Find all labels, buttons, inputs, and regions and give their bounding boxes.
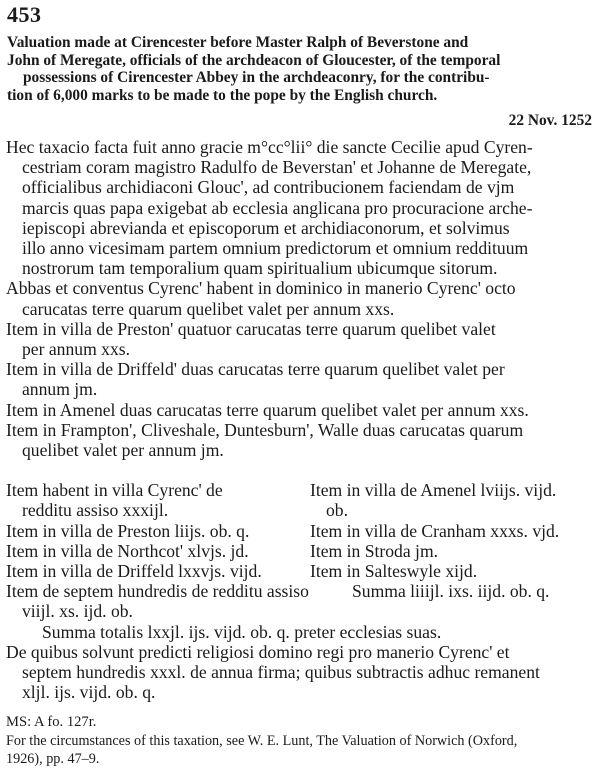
- row-left: redditu assiso xxxijl.: [22, 500, 169, 521]
- text-line: illo anno vicesimam partem omnium predictorum et omnium reddituum: [22, 238, 529, 259]
- text-line: Item in villa de Driffeld' duas carucatas terre quarum quelibet valet per: [6, 359, 505, 380]
- row-right: Item in Stroda jm.: [310, 540, 439, 561]
- table-row: [6, 500, 592, 520]
- text-line: marcis quas papa exigebat ab ecclesia anglicana pro procuracione arche-: [22, 197, 533, 218]
- text-line: nostrorum tam temporalium quam spiritualium ubicumque sitorum.: [22, 258, 498, 279]
- text-line: Hec taxacio facta fuit anno gracie m°cc°lii° die sancte Cecilie apud Cyren-: [6, 137, 533, 157]
- text-line: viijl. xs. ijd. ob.: [22, 601, 133, 622]
- document-heading: [7, 34, 591, 104]
- row-right: Summa liiijl. ixs. iijd. ob. q.: [352, 581, 550, 602]
- spacer: [6, 460, 592, 480]
- heading-line: tion of 6,000 marks to be made to the pope by the English church.: [7, 86, 438, 104]
- text-line: septem hundredis xxxl. de annua firma; quibus subtractis adhuc remanent: [22, 661, 540, 682]
- row-right: Item in villa de Cranham xxxs. vjd.: [310, 520, 560, 541]
- footnote-line: For the circumstances of this taxation, see W. E. Lunt, The Valuation of Norwich (Oxford,: [6, 733, 518, 749]
- document-body: [6, 137, 592, 702]
- text-line: carucatas terre quarum quelibet valet per annum xxs.: [22, 298, 395, 319]
- footnote-line: 1926), pp. 47–9.: [6, 750, 100, 767]
- text-line: Item in villa de Preston' quatuor carucatas terre quarum quelibet valet: [6, 318, 496, 339]
- row-left: Item in villa de Driffeld lxxvjs. vijd.: [6, 561, 262, 581]
- document-number: 453: [7, 2, 42, 27]
- row-right: ob.: [326, 500, 348, 521]
- text-line: De quibus solvunt predicti religiosi domino regi pro manerio Cyrenc' et: [6, 641, 510, 662]
- heading-line: John of Meregate, officials of the archdeacon of Gloucester, of the temporal: [7, 51, 501, 69]
- table-row: [6, 581, 592, 601]
- heading-line: Valuation made at Cirencester before Master Ralph of Beverstone and: [7, 34, 469, 51]
- heading-line: possessions of Cirencester Abbey in the archdeaconry, for the contribu-: [23, 69, 490, 86]
- text-line: per annum xxs.: [22, 339, 130, 360]
- document-date: 22 Nov. 1252: [508, 112, 592, 129]
- text-line: Abbas et conventus Cyrenc' habent in dominico in manerio Cyrenc' octo: [6, 278, 516, 299]
- text-line: xljl. ijs. vijd. ob. q.: [22, 682, 156, 703]
- table-row: [6, 521, 592, 541]
- table-row: [6, 541, 592, 561]
- summa-totalis: Summa totalis lxxjl. ijs. vijd. ob. q. preter ecclesias suas.: [42, 621, 442, 642]
- text-line: officialibus archidiaconi Glouc', ad contribucionem faciendam de vjm: [22, 177, 515, 198]
- row-left: Item de septem hundredis de redditu assiso: [6, 581, 309, 602]
- row-left: Item in villa de Northcot' xlvjs. jd.: [6, 540, 249, 561]
- row-left: Item in villa de Preston liijs. ob. q.: [6, 520, 250, 541]
- footnote: [6, 733, 592, 768]
- row-right: Item in Salteswyle xijd.: [310, 561, 478, 581]
- row-right: Item in villa de Amenel lviijs. vijd.: [310, 480, 557, 501]
- text-line: annum jm.: [22, 379, 98, 400]
- text-line: cestriam coram magistro Radulfo de Beverstan' et Johanne de Meregate,: [22, 157, 532, 178]
- table-row: [6, 480, 592, 500]
- text-line: Item in Frampton', Cliveshale, Duntesburn', Walle duas carucatas quarum: [6, 419, 524, 440]
- table-row: [6, 561, 592, 581]
- text-line: iepiscopi abrevianda et episcoporum et archidiaconorum, et solvimus: [22, 217, 510, 238]
- manuscript-reference: MS: A fo. 127r.: [6, 714, 97, 730]
- text-line: quelibet valet per annum jm.: [22, 440, 224, 461]
- row-left: Item habent in villa Cyrenc' de: [6, 480, 223, 501]
- text-line: Item in Amenel duas carucatas terre quarum quelibet valet per annum xxs.: [6, 399, 529, 420]
